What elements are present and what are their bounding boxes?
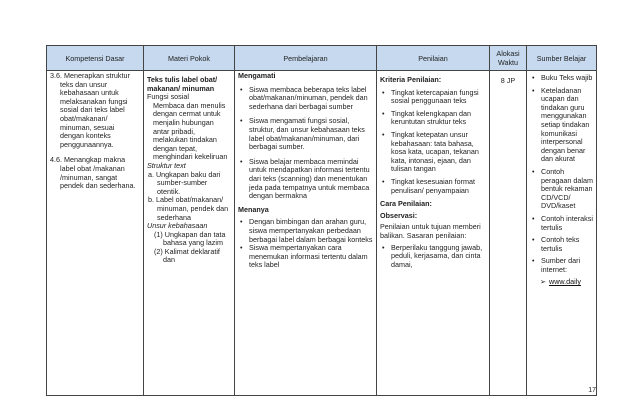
- header-penilaian: Penilaian: [377, 46, 490, 71]
- sasaran-list: [380, 244, 486, 270]
- kriteria-heading: Kriteria Penilaian:: [380, 75, 442, 84]
- header-alokasi: Alokasi Waktu: [490, 46, 527, 71]
- kriteria-list: [380, 89, 486, 196]
- page-number: 17: [588, 387, 596, 394]
- list-item: • Tingkat ketepatan unsur kebahasaan: tata bahasa, kosa kata, ucapan, tekanan kata, intonasi, ejaan, dan tulisan tangan: [380, 131, 486, 174]
- list-item: • Buku Teks wajib: [530, 74, 593, 83]
- sumber-cell: [527, 71, 597, 396]
- list-item: • Siswa mempertanyakan cara menemukan informasi tertentu dalam teks label: [238, 244, 373, 270]
- alokasi-cell: [490, 71, 527, 396]
- list-item: • Contoh peragaan dalam bentuk rekaman CD/VCD/ DVD/kaset: [530, 168, 593, 211]
- pembelajaran-cell: [235, 71, 377, 396]
- header-materi: Materi Pokok: [144, 46, 235, 71]
- syllabus-table: [46, 45, 597, 396]
- internet-link[interactable]: www.daily: [549, 277, 581, 287]
- struktur-label: Struktur text: [147, 160, 186, 170]
- menanya-list: [238, 218, 373, 270]
- list-item: • Keteladanan ucapan dan tindakan guru menggunakan setiap tindakan komunikasi interpersonal dengan benar dan akurat: [530, 87, 593, 164]
- list-item: • Tingkat ketercapaian fungsi sosial penggunaan teks: [380, 89, 486, 106]
- mengamati-heading: Mengamati: [238, 71, 276, 80]
- list-item: • Siswa membaca beberapa teks label obat/makanan/minuman, pendek dan sederhana dari berbagai sumber: [238, 86, 373, 112]
- kd-4-6: 4.6. Menangkap makna label obat /makanan /minuman, sangat pendek dan sederhana.: [50, 155, 136, 191]
- header-kompetensi: Kompetensi Dasar: [47, 46, 144, 71]
- list-item: • Tingkat kelengkapan dan keruntutan struktur teks: [380, 110, 486, 127]
- observasi-label: Observasi:: [380, 210, 418, 220]
- struktur-b: b. Label obat/makanan/ minuman, pendek dan sederhana: [148, 195, 229, 222]
- sumber-list: [530, 74, 593, 274]
- list-item: • Dengan bimbingan dan arahan guru, siswa mempertanyakan perbedaan berbagai label dalam berbagai konteks: [238, 218, 373, 244]
- header-pembelajaran: Pembelajaran: [235, 46, 377, 71]
- header-sumber: Sumber Belajar: [527, 46, 597, 71]
- cara-heading: Cara Penilaian:: [380, 199, 432, 209]
- table-header-row: [47, 46, 597, 71]
- list-item: • Sumber dari internet:: [530, 257, 593, 274]
- unsur-2: (2) Kalimat deklaratif dan: [154, 246, 220, 265]
- materi-title: Teks tulis label obat/ makanan/ minuman: [147, 75, 218, 93]
- struktur-a: a. Ungkapan baku dari sumber-sumber otentik.: [148, 169, 221, 196]
- menanya-heading: Menanya: [238, 204, 269, 214]
- list-item: • Contoh interaksi tertulis: [530, 215, 593, 232]
- unsur-label: Unsur kebahasaan: [147, 221, 208, 231]
- alokasi-value: 8 JP: [500, 76, 516, 85]
- kd-3-6: 3.6. Menerapkan struktur teks dan unsur kebahasaan untuk melaksanakan fungsi sosial dari teks label obat/makanan/ minuman, sesuai dengan konteks penggunaannya.: [50, 71, 130, 149]
- penilaian-cell: [377, 71, 490, 396]
- fungsi-label: Fungsi sosial: [147, 92, 189, 102]
- list-item: • Contoh teks tertulis: [530, 236, 593, 253]
- list-item: • Tingkat kesesuaian format penulisan/ penyampaian: [380, 178, 486, 195]
- list-item: • Siswa mengamati fungsi sosial, struktur, dan unsur kebahasaan teks label obat/makanan/minuman, dari berbagai sumber.: [238, 117, 373, 151]
- fungsi-desc: Membaca dan menulis dengan cermat untuk menjalin hubungan antar pribadi, melakukan tindakan dengan tepat, menghindari kekeliruan: [153, 100, 228, 162]
- observasi-desc: Penilaian untuk tujuan memberi balikan. Sasaran penilaian:: [380, 222, 481, 240]
- list-item: • Siswa belajar membaca memindai untuk mendapatkan informasi tertentu dari teks (scanning) dan menentukan jeda pada tempatnya untuk membaca dengan bermakna: [238, 158, 373, 201]
- table-row: [47, 71, 597, 396]
- kd-cell: [47, 71, 144, 396]
- mengamati-list: [238, 86, 373, 201]
- materi-cell: [144, 71, 235, 396]
- unsur-1: (1) Ungkapan dan tata bahasa yang lazim: [154, 229, 226, 248]
- list-item: • Berperilaku tanggung jawab, peduli, kerjasama, dan cinta damai,: [380, 244, 486, 270]
